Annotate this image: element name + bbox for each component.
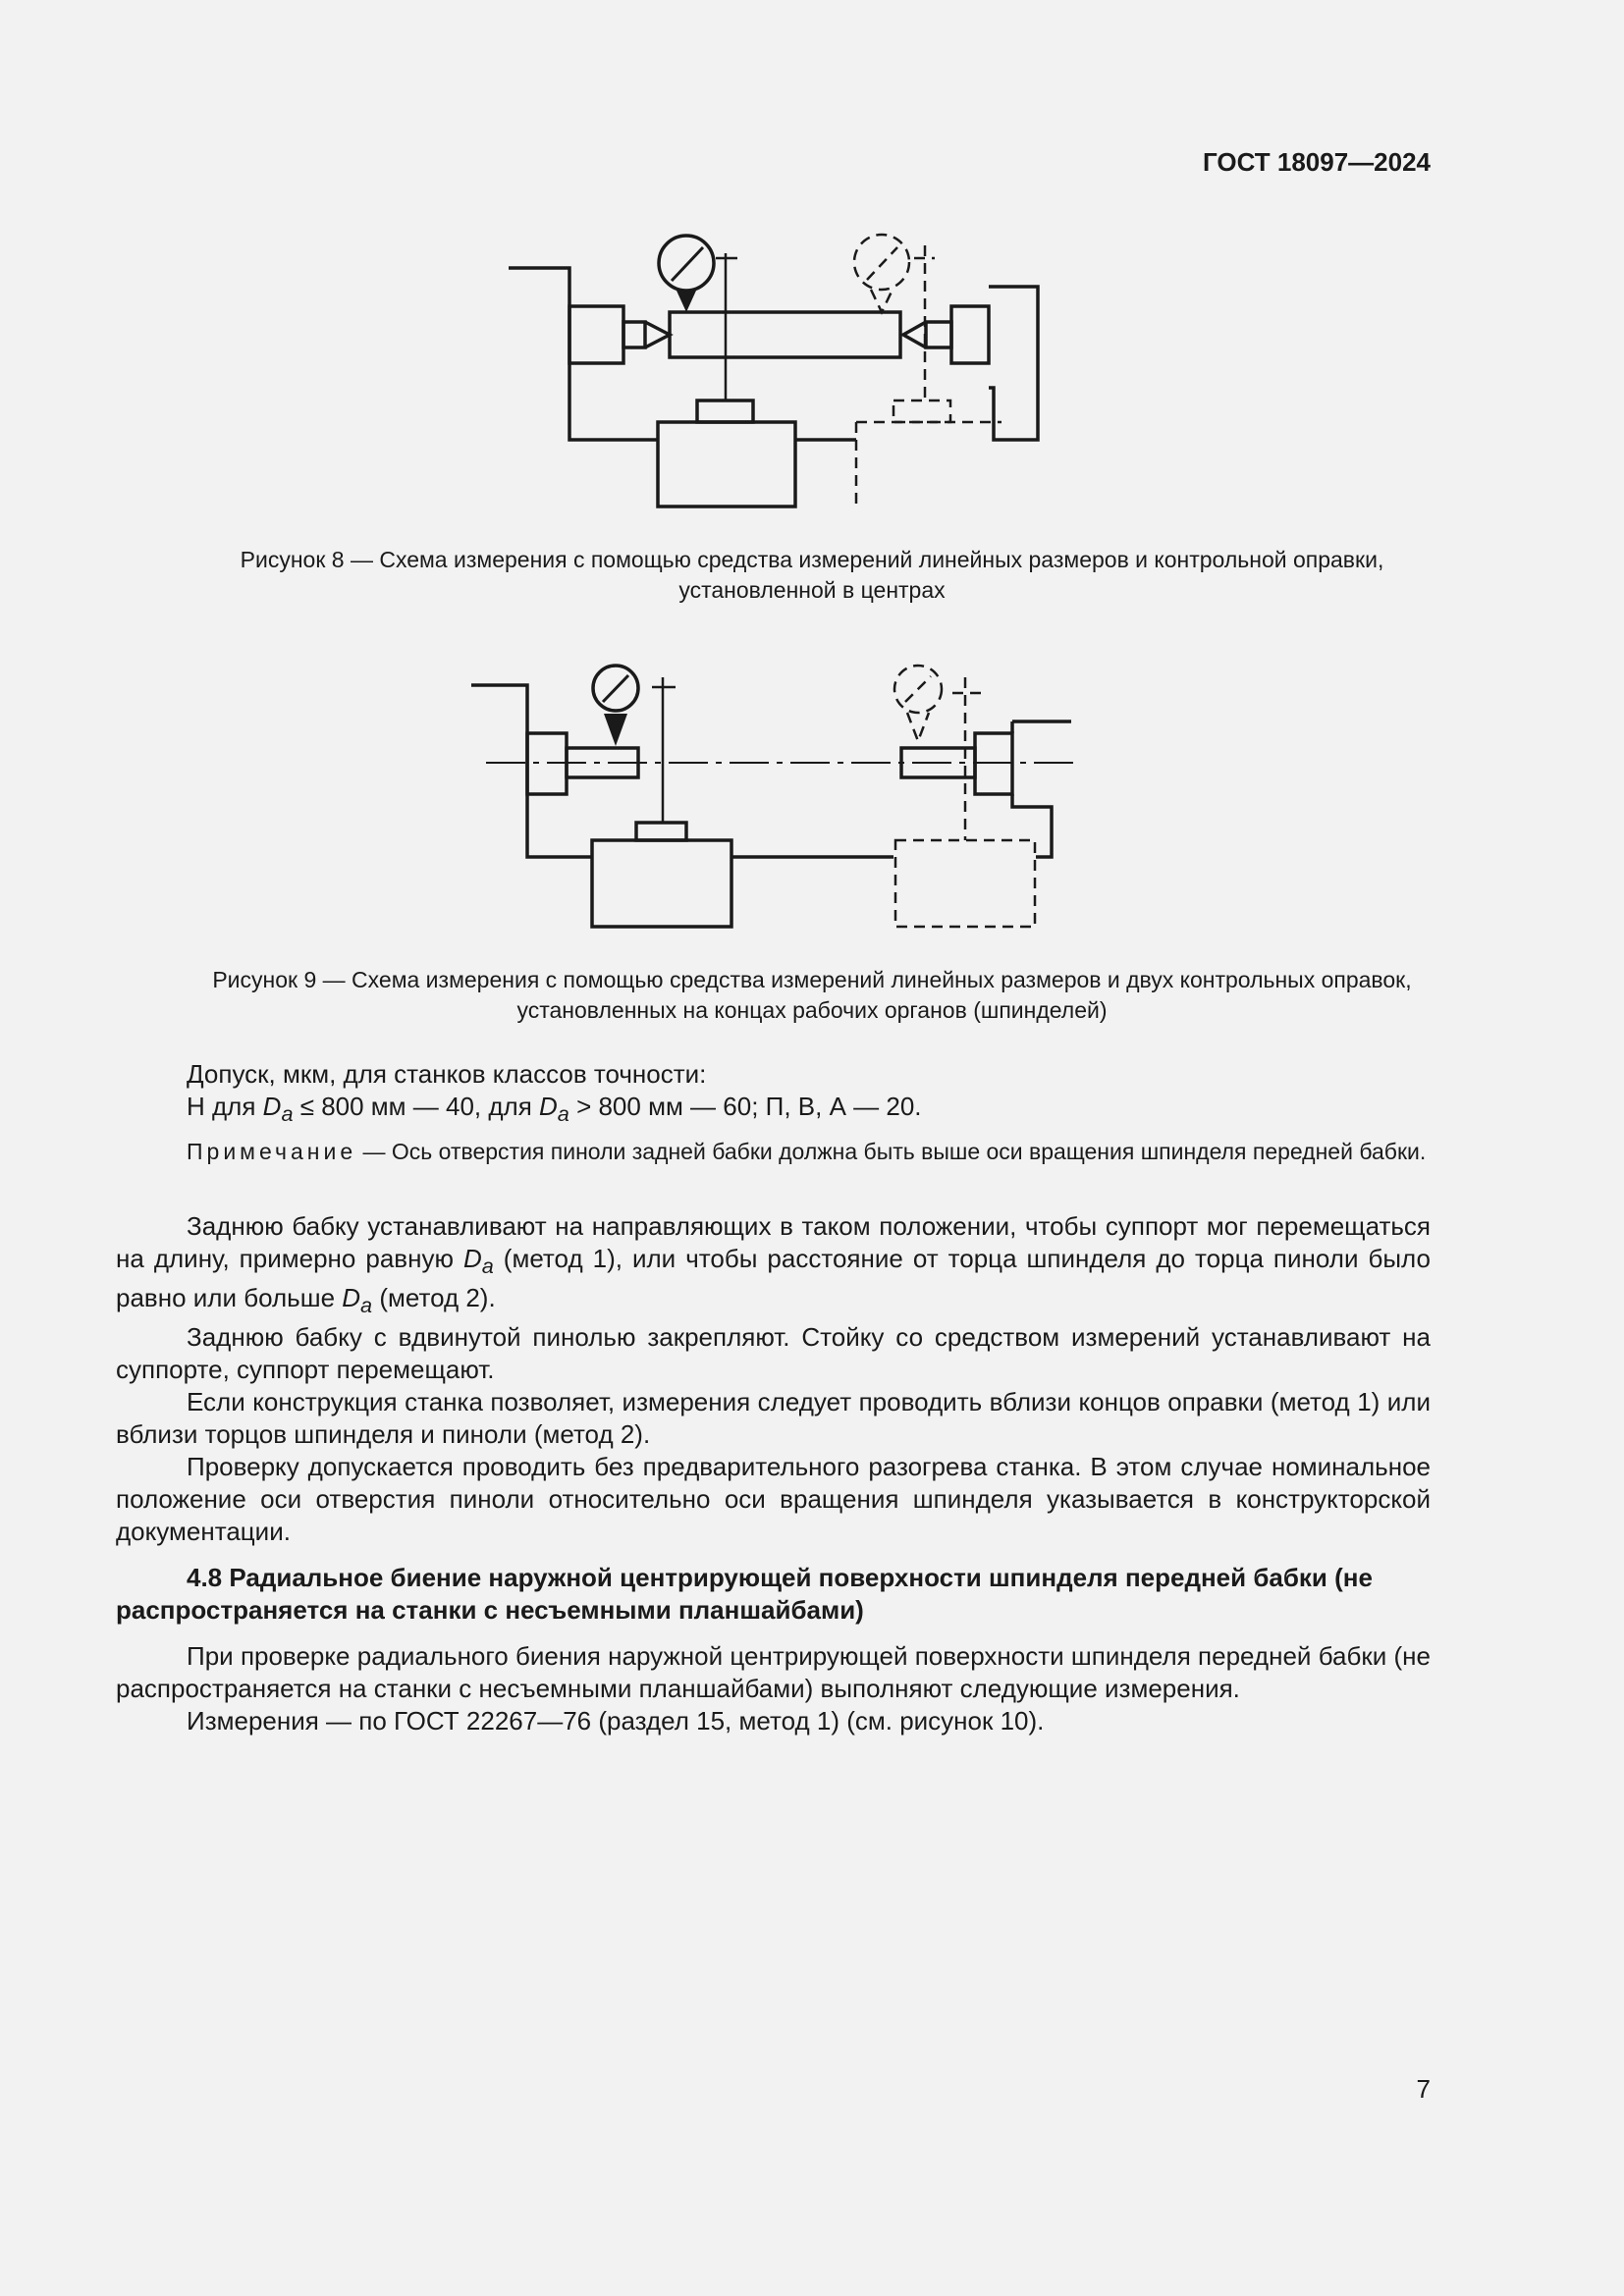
section-paragraph-2: Измерения — по ГОСТ 22267—76 (раздел 15, метод 1) (см. рисунок 10).: [187, 1706, 1045, 1735]
figure-9-caption-line1: Рисунок 9 — Схема измерения с помощью средства измерений линейных размеров и двух контрольных оправок,: [212, 967, 1412, 992]
paragraph-1-a: Заднюю бабку устанавливают на направляющих в таком положении, чтобы суппорт мог перемещаться на длину, примерно равную: [116, 1211, 1431, 1273]
note-block: [116, 1137, 1431, 1167]
body-paragraphs: [116, 1210, 1431, 1548]
da-symbol: D: [342, 1283, 361, 1313]
paragraph-2: Заднюю бабку с вдвинутой пинолью закрепляют. Стойку со средством измерений устанавливают на суппорте, суппорт перемещают.: [116, 1322, 1431, 1385]
section-4-8: [116, 1562, 1431, 1737]
tolerance-text-c: > 800 мм — 60; П, В, А — 20.: [568, 1092, 922, 1121]
page-number: 7: [1416, 2074, 1431, 2104]
figure-8-caption-line1: Рисунок 8 — Схема измерения с помощью средства измерений линейных размеров и контрольной оправки,: [240, 547, 1384, 572]
tolerance-text-a: Н для: [187, 1092, 263, 1121]
figure-8-diagram: [501, 226, 1051, 520]
note-label: Примечание: [187, 1139, 357, 1164]
da-subscript: a: [481, 1254, 494, 1279]
da-subscript: a: [557, 1101, 569, 1127]
da-symbol: D: [262, 1092, 282, 1121]
figure-9-diagram: [461, 658, 1090, 942]
tolerance-text-b: ≤ 800 мм — 40, для: [293, 1092, 540, 1121]
document-header: ГОСТ 18097—2024: [1203, 147, 1431, 177]
tolerance-block: [116, 1058, 1431, 1130]
section-paragraph-1: При проверке радиального биения наружной центрирующей поверхности шпинделя передней бабки (не распространяется на станки с несъемными планшайбами) выполняют следующие измерения.: [116, 1641, 1431, 1703]
da-subscript: a: [281, 1101, 294, 1127]
figure-8-caption-line2: установленной в центрах: [678, 577, 946, 603]
tolerance-values: [116, 1091, 1431, 1130]
paragraph-1-b: (метод 1), или чтобы расстояние от торца шпинделя до торца пиноли было равно или больше: [116, 1244, 1431, 1313]
da-symbol: D: [539, 1092, 558, 1121]
figure-9-caption: [98, 965, 1526, 1026]
figure-8-caption: [98, 545, 1526, 606]
tolerance-intro: Допуск, мкм, для станков классов точности:: [187, 1059, 707, 1089]
da-symbol: D: [462, 1244, 482, 1273]
section-heading: 4.8 Радиальное биение наружной центрирующей поверхности шпинделя передней бабки (не распространяется на станки с несъемными планшайбами): [116, 1563, 1373, 1625]
paragraph-1-c: (метод 2).: [372, 1283, 496, 1313]
da-subscript: a: [360, 1293, 373, 1318]
paragraph-1: [116, 1210, 1431, 1321]
note-text: — Ось отверстия пиноли задней бабки должна быть выше оси вращения шпинделя передней бабки.: [356, 1139, 1427, 1164]
figure-9-caption-line2: установленных на концах рабочих органов (шпинделей): [516, 997, 1108, 1023]
paragraph-4: Проверку допускается проводить без предварительного разогрева станка. В этом случае номинальное положение оси отверстия пиноли относительно оси вращения шпинделя указывается в конструкторской документации.: [116, 1452, 1431, 1547]
paragraph-3: Если конструкция станка позволяет, измерения следует проводить вблизи концов оправки (метод 1) или вблизи торцов шпинделя и пиноли (метод 2).: [116, 1387, 1431, 1450]
